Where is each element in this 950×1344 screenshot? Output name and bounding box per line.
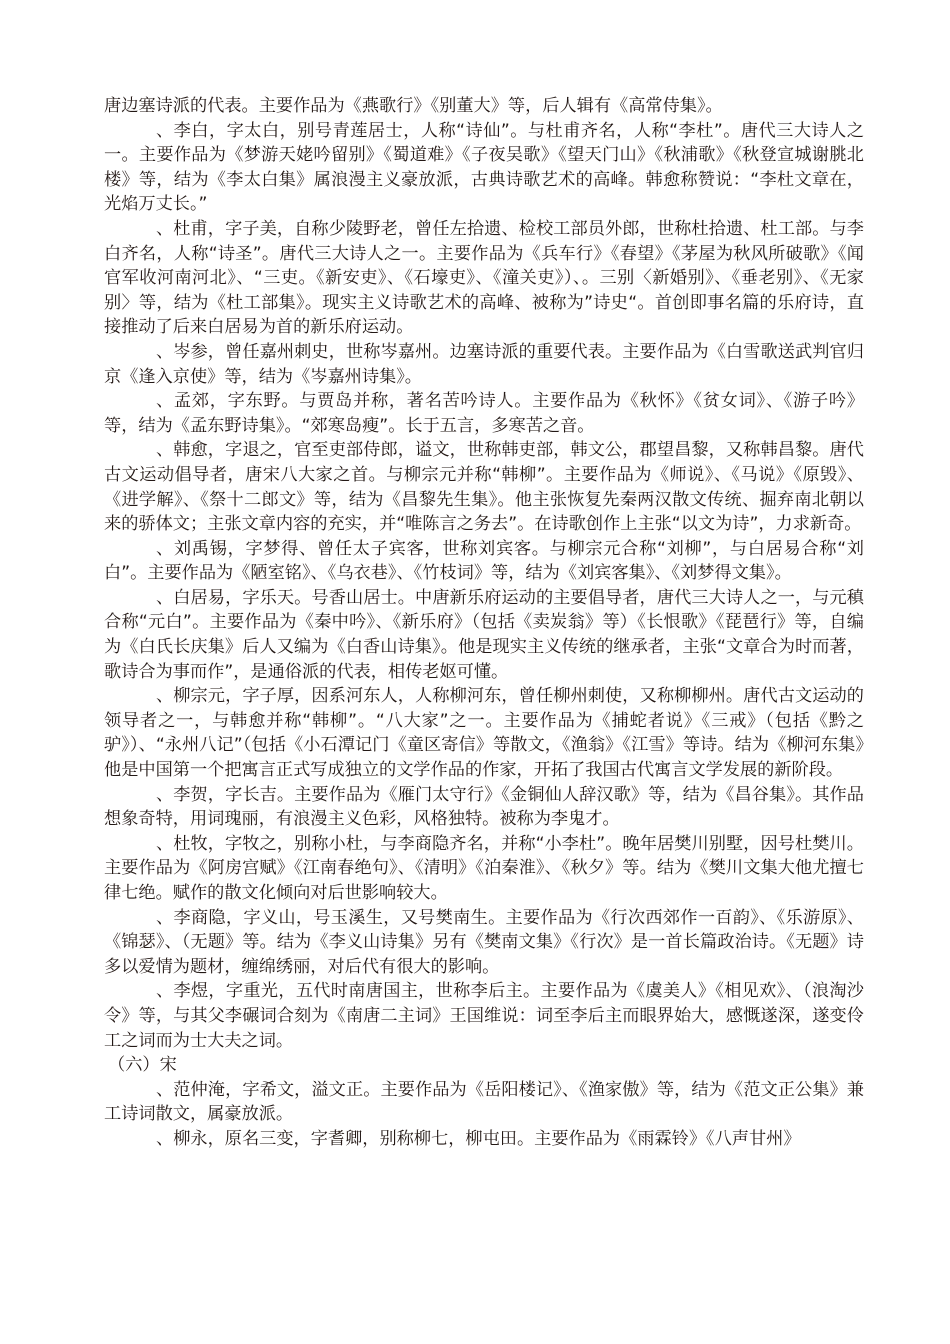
paragraph-liu-zongyuan: 、柳宗元，字子厚，因系河东人，人称柳河东，曾任柳州刺使，又称柳柳州。唐代古文运动的领导者之一，与韩愈并称“韩柳”。“八大家”之一。主要作品为《捕蛇者说》《三戒》（包括《黔之驴》）、“永州八记”（包括《小石潭记门《童区寄信》等散文，《渔翁》《江雪》等诗。结为《柳河东集》他是中国第一个把寓言正式写成独立的文学作品的作家，开拓了我国古代寓言文学发展的新阶段。 — [104, 686, 864, 781]
paragraph-du-mu: 、杜牧，字牧之，别称小杜，与李商隐齐名，并称“小李杜”。晚年居樊川别墅，因号杜樊川。主要作品为《阿房宫赋》《江南春绝句》、《清明》《泊秦淮》、《秋夕》等。结为《樊川文集大他尤擅七律七绝。赋作的散文化倾向对后世影响较大。 — [104, 833, 864, 903]
paragraph-liu-yuxi: 、刘禹锡，字梦得、曾任太子宾客，世称刘宾客。与柳宗元合称“刘柳”，与白居易合称“刘白”。主要作品为《陋室铭》、《乌衣巷》、《竹枝词》等，结为《刘宾客集》、《刘梦得文集》。 — [104, 538, 864, 584]
paragraph-li-shangyin: 、李商隐，字义山，号玉溪生，又号樊南生。主要作品为《行次西郊作一百韵》、《乐游原》、《锦瑟》、（无题》等。结为《李义山诗集》另有《樊南文集》《行次》是一首长篇政治诗。《无题》诗多以爱情为题材，缠绵绣丽，对后代有很大的影响。 — [104, 907, 864, 977]
paragraph-cen-shen: 、岑参，曾任嘉州刺史，世称岑嘉州。边塞诗派的重要代表。主要作品为《白雪歌送武判官归京《逢入京使》等，结为《岑嘉州诗集》。 — [104, 341, 864, 387]
section-heading-song: （六）宋 — [108, 1055, 177, 1076]
paragraph-du-fu: 、杜甫，字子美，自称少陵野老，曾任左拾遗、检校工部员外郎，世称杜拾遗、杜工部。与李白齐名，人称“诗圣”。唐代三大诗人之一。主要作品为《兵车行》《春望》《茅屋为秋风所破歌》《闻官军收河南河北》、“三吏。《新安吏》、《石壕吏》、《潼关吏》）、。三别〈新婚别》、《垂老别》、《无家别〉等，结为《杜工部集》。现实主义诗歌艺术的高峰、被称为”诗史“。首创即事名篇的乐府诗，直接推动了后来白居易为首的新乐府运动。 — [104, 218, 864, 338]
paragraph-fan-zhongyan: 、范仲淹，字希文，溢文正。主要作品为《岳阳楼记》、《渔家傲》等，结为《范文正公集》兼工诗词散文，属豪放派。 — [104, 1079, 864, 1125]
paragraph-li-bai: 、李白，字太白，别号青莲居士，人称“诗仙”。与杜甫齐名，人称“李杜”。唐代三大诗人之一。主要作品为《梦游天姥吟留别》《蜀道难》《子夜吴歌》《望天门山》《秋浦歌》《秋登宣城谢朓北楼》等，结为《李太白集》属浪漫主义豪放派，古典诗歌艺术的高峰。韩愈称赞说：“李杜文章在，光焰万丈长。” — [104, 120, 864, 215]
paragraph-meng-jiao: 、孟郊，字东野。与贾岛并称，著名苦吟诗人。主要作品为《秋怀》《贫女词》、《游子吟》等，结为《孟东野诗集》。“郊寒岛瘦”。长于五言，多寒苦之音。 — [104, 391, 864, 436]
body-text — [104, 94, 864, 1152]
paragraph-li-yu: 、李煜，字重光，五代时南唐国主，世称李后主。主要作品为《虞美人》《相见欢》、（浪淘沙令》等，与其父李碾词合刻为《南唐二主词》王国维说：词至李后主而眼界始大，感慨遂深，遂变伶工之词而为士大夫之词。 — [104, 981, 864, 1051]
paragraph-han-yu: 、韩愈，字退之，官至吏部侍郎，谥文，世称韩吏部，韩文公，郡望昌黎，又称韩昌黎。唐代古文运动倡导者，唐宋八大家之首。与柳宗元并称“韩柳”。主要作品为《师说》、《马说》《原毁》、《进学解》、《祭十二郎文》等，结为《昌黎先生集》。他主张恢复先秦两汉散文传统、掘弃南北朝以来的骄体文；主张文章内容的充实，并“唯陈言之务去”。在诗歌创作上主张“以文为诗”，力求新奇。 — [104, 440, 864, 535]
paragraph-bai-juyi: 、白居易，字乐天。号香山居士。中唐新乐府运动的主要倡导者，唐代三大诗人之一，与元稹合称“元白”。主要作品为《秦中吟》、《新乐府》（包括《卖炭翁》等）《长恨歌》《琵琶行》等，自编为《白氏长庆集》后人又编为《白香山诗集》。他是现实主义传统的继承者，主张“文章合为时而著，歌诗合为事而作”，是通俗派的代表，相传老妪可懂。 — [104, 587, 864, 682]
paragraph-li-he: 、李贺，字长吉。主要作品为《雁门太守行》《金铜仙人辞汉歌》等，结为《昌谷集》。其作品想象奇特，用词瑰丽，有浪漫主义色彩，风格独特。被称为李鬼才。 — [104, 784, 864, 830]
paragraph-liu-yong: 、柳永，原名三变，字耆卿，别称柳七，柳屯田。主要作品为《雨霖铃》《八声甘州》 — [156, 1128, 801, 1149]
paragraph-gaoshi-tail: 唐边塞诗派的代表。主要作品为《燕歌行》《别董大》等，后人辑有《高常侍集》。 — [104, 96, 723, 116]
